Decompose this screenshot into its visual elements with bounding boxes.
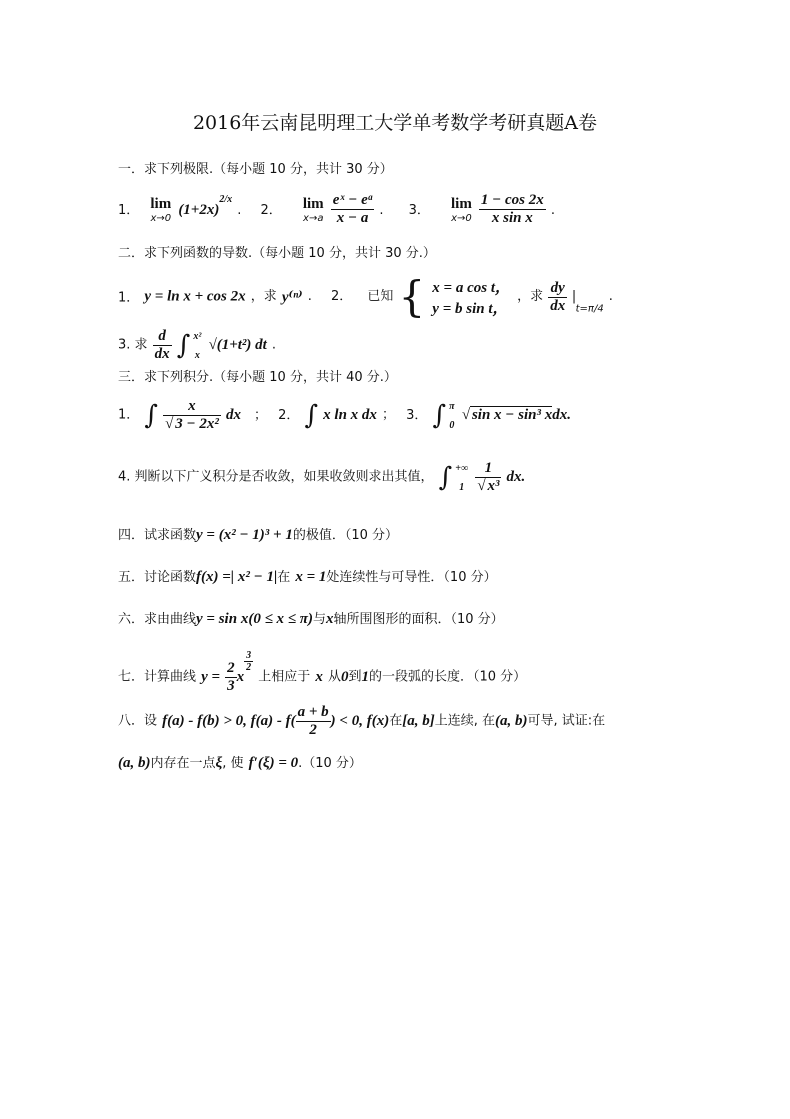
limit-2-fraction: $\frac{\text{eˣ − eᵃ}}{x - a}$ xyxy=(332,192,373,226)
problem-7: 七．计算曲线 y = $\frac{2}{3}$ x $\frac{3}{2}$ 上相应于 x 从0到1的一段弧的长度．（10 分） xyxy=(118,650,527,694)
evaluation-point: t=π/4 xyxy=(575,303,604,315)
nth-derivative: y⁽ⁿ⁾ xyxy=(281,289,303,306)
item-number: 1． xyxy=(118,290,140,306)
problem-3-row: 1． ∫ $\frac{x}{\text{√ 3 − 2x²}}$ dx ； 2． ∫ x ln x dx ； 3． ∫ π 0 √ sin x − sin³ xdx. xyxy=(118,398,571,432)
item-number: 4. 判断以下广义积分是否收敛，如果收敛则求出其值， xyxy=(118,469,434,485)
problem-2-3-row: 3. 求 $\frac{d}{dx}$ ∫ x² x √(1+t²) dt . xyxy=(118,328,277,362)
problem-8-line-1: 八．设 f(a) - f(b) > 0, f(a) - f( $\frac{a + b}{2}$ ) < 0, f(x)在[a, b]上连续, 在(a, b)可导, 试证:在 xyxy=(118,704,606,738)
integral-limits: x² x xyxy=(193,330,202,361)
integral-sign: ∫ xyxy=(176,330,191,361)
integral-limits: π 0 xyxy=(449,400,455,431)
item-number: 3． xyxy=(406,407,428,423)
problem-5-expression: f(x) =| x² − 1| xyxy=(196,569,278,585)
integral-sign: ∫ xyxy=(438,462,453,493)
parametric-system: x = a cos t， y = b sin t， xyxy=(432,280,511,317)
problem-3-4-row: 4. 判断以下广义积分是否收敛，如果收敛则求出其值， ∫ +∞ 1 $\frac{1}{\text{√ x³}}$ dx. xyxy=(118,460,526,494)
integral-sign: ∫ xyxy=(304,400,319,431)
section-2-heading: 二．求下列函数的导数.（每小题 10 分，共计 30 分.） xyxy=(118,246,436,261)
limit-1-exponent: 2/x xyxy=(219,193,233,205)
integral-sign: ∫ xyxy=(144,400,158,431)
improper-integral-fraction: $\frac{1}{\text{√ x³}}$ xyxy=(477,460,500,494)
integral-sign: ∫ xyxy=(432,400,447,431)
integral-limits: +∞ 1 xyxy=(455,462,469,493)
item-number: 1． xyxy=(118,407,140,423)
section-3-heading: 三．求下列积分.（每小题 10 分，共计 40 分.） xyxy=(118,370,397,385)
problem-5: 五．讨论函数f(x) =| x² − 1|在 x = 1处连续性与可导性．（10 分） xyxy=(118,569,497,585)
item-number: 1． xyxy=(118,203,140,218)
limit-operator: lim x→0 xyxy=(450,195,472,224)
limit-1-expression: (1+2x) xyxy=(178,202,220,218)
derivative-1-function: y = ln x + cos 2x xyxy=(144,288,246,305)
page-title: 2016年云南昆明理工大学单考数学考研真题A卷 xyxy=(192,112,598,134)
problem-4: 四．试求函数y = (x² − 1)³ + 1的极值．（10 分） xyxy=(118,527,399,543)
integral-3-radicand: sin x − sin³ x xyxy=(471,407,553,423)
problem-4-expression: y = (x² − 1)³ + 1 xyxy=(196,527,293,543)
item-number: 3. 求 xyxy=(118,337,148,353)
problem-6-expression: y = sin x(0 ≤ x ≤ π) xyxy=(196,611,313,627)
item-number: 2． xyxy=(330,289,353,304)
dy-dx: $\frac{dy}{dx}$ xyxy=(550,279,566,314)
item-number: 3． xyxy=(408,203,430,218)
problem-6: 六．求由曲线y = sin x(0 ≤ x ≤ π)与x轴所围图形的面积．（10 分） xyxy=(118,611,504,627)
limit-operator: lim x→0 xyxy=(150,195,172,224)
integrand: √(1+t²) dt xyxy=(208,337,267,353)
item-number: 2． xyxy=(278,407,300,423)
d-dx: $\frac{d}{dx}$ xyxy=(154,328,170,362)
problem-1-row: 1． lim x→0 $(1+2x)^{2/x}$ . 2． lim x→a $\frac{\text{eˣ − eᵃ}}{x - a}$ . 3． lim x→0 $\frac{1 - \cos 2x}{\text{x sin x}}$ . xyxy=(118,192,555,226)
integral-2-expression: x ln x dx xyxy=(323,407,377,423)
limit-operator: lim x→a xyxy=(302,195,324,224)
system-brace: { xyxy=(398,272,426,321)
section-1-heading: 一．求下列极限.（每小题 10 分，共计 30 分） xyxy=(118,162,393,177)
problem-2-row: 1． y = ln x + cos 2x ，求 y⁽ⁿ⁾ . 2． 已知 { x = a cos t， y = b sin t， ，求 $\frac{dy}{dx}$ $|_{t=\pi/4}$ . xyxy=(118,272,613,321)
problem-7-coefficient: $\frac{2}{3}$ xyxy=(227,660,235,694)
integral-1-fraction: $\frac{x}{\text{√ 3 − 2x²}}$ xyxy=(165,398,219,432)
problem-7-exponent: $\frac{3}{2}$ xyxy=(246,650,252,673)
item-number: 2． xyxy=(260,203,282,218)
limit-3-fraction: $\frac{1 - \cos 2x}{\text{x sin x}}$ xyxy=(480,192,544,226)
problem-8-line-2: (a, b)内存在一点ξ, 使 f′(ξ) = 0.（10 分） xyxy=(118,755,362,771)
problem-8-midpoint: $\frac{a + b}{2}$ xyxy=(297,704,329,738)
